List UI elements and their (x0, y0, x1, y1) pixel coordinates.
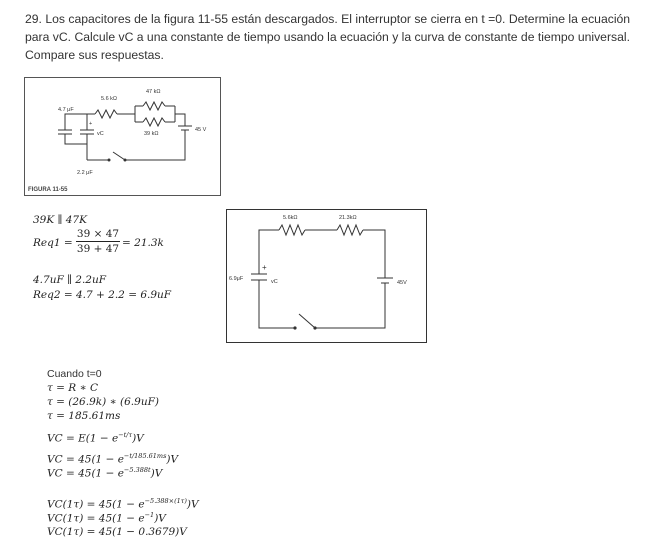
vc-substituted-exponent: −t/185.61ms (123, 452, 167, 460)
fig1-c2-label: 2.2 μF (77, 170, 93, 176)
vc-one-tau-step1-post: )V (186, 498, 199, 511)
vc-general-exponent: −t/τ (118, 431, 133, 439)
vc-simplified-post: )V (150, 467, 163, 480)
vc-one-tau-step1-exponent: −5.388×(1τ) (144, 497, 187, 505)
req2-equation: Req2 = 4.7 + 2.2 = 6.9uF (33, 289, 172, 301)
vc-one-tau-step3: VC(1τ) = 45(1 − 0.3679)V (47, 526, 187, 538)
figure-caption: FIGURA 11-55 (28, 187, 68, 193)
fig2-r1-label: 5.6kΩ (283, 215, 298, 221)
vc-one-tau-step2 (47, 511, 166, 525)
vc-one-tau-step2-post: )V (154, 512, 166, 525)
figure-11-55-circuit (25, 78, 220, 195)
vc-simplified-exponent: −5.388t (123, 466, 151, 474)
vc-substituted-equation (47, 452, 178, 466)
req1-numerator: 39 × 47 (76, 228, 120, 240)
vc-one-tau-step1-pre: VC(1τ) = 45(1 − e (47, 498, 145, 511)
parallel-capacitors: 4.7uF ∥ 2.2uF (33, 274, 107, 286)
vc-simplified-pre: VC = 45(1 − e (47, 467, 124, 480)
fig2-source-label: 45V (397, 280, 407, 286)
fraction-bar (76, 241, 120, 242)
fig2-r2-label: 21.3kΩ (339, 215, 357, 221)
problem-statement: 29. Los capacitores de la figura 11-55 están descargados. El interruptor se cierra en t =0. Determine la ecuación para vC. Calcule vC a una constante de tiempo usando la ecuación y la curva de constante de tiempo universal. Compare sus respuestas. (25, 12, 631, 62)
condition-heading: Cuando t=0 (47, 368, 102, 380)
fig2-vc-label: vC (271, 279, 278, 285)
vc-substituted-post: )V (166, 453, 179, 466)
fig1-r1-label: 5.6 kΩ (101, 96, 118, 102)
vc-general-post: )V (132, 432, 144, 445)
fig2-c-label: 6.9μF (229, 276, 244, 282)
tau-value: τ = 185.61ms (47, 410, 121, 422)
fig1-plus-label: + (89, 121, 93, 127)
fig1-r3-label: 39 kΩ (144, 131, 159, 137)
req1-denominator: 39 + 47 (76, 243, 120, 255)
req1-label: Req1 = (33, 237, 73, 249)
vc-one-tau-step1 (47, 497, 199, 511)
req1-fraction (76, 228, 120, 255)
tau-substitution: τ = (26.9k) ∗ (6.9uF) (47, 396, 159, 408)
vc-general-pre: VC = E(1 − e (47, 432, 119, 445)
equivalent-circuit-diagram (227, 210, 426, 342)
fig1-source-label: 45 V (195, 127, 207, 133)
vc-one-tau-step2-exponent: −1 (144, 511, 155, 519)
equivalent-circuit (226, 209, 427, 343)
vc-substituted-pre: VC = 45(1 − e (47, 453, 124, 466)
fig1-c1-label: 4.7 μF (58, 107, 74, 113)
vc-one-tau-step2-pre: VC(1τ) = 45(1 − e (47, 512, 145, 525)
fig1-vc-label: vC (97, 131, 104, 137)
req1-result: = 21.3k (122, 237, 164, 249)
tau-formula: τ = R ∗ C (47, 382, 99, 394)
figure-11-55 (24, 77, 221, 196)
vc-simplified-equation (47, 466, 162, 480)
fig2-plus-label: + (262, 263, 267, 272)
parallel-resistors: 39K ∥ 47K (33, 214, 87, 226)
fig1-r2-label: 47 kΩ (146, 89, 161, 95)
vc-general-equation (47, 431, 144, 445)
